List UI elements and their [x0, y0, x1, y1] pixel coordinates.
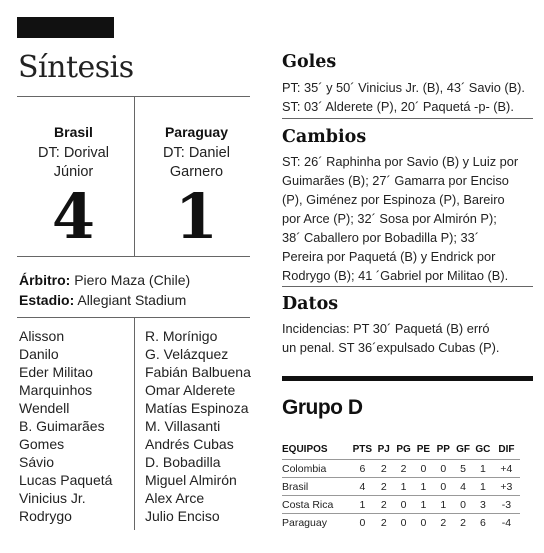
referee-label: Árbitro:: [19, 272, 71, 288]
section-separator-bar: [282, 376, 533, 381]
column-header: GF: [453, 444, 473, 460]
player: B. Guimarães: [19, 418, 105, 434]
table-cell: 1: [394, 478, 414, 496]
player: Julio Enciso: [145, 508, 220, 524]
home-coach-line1: DT: Dorival: [38, 145, 109, 161]
home-coach-line2: Júnior: [53, 164, 94, 180]
player: Sávio: [19, 454, 55, 470]
player: Alex Arce: [145, 490, 205, 506]
table-cell: -3: [493, 496, 520, 514]
player: M. Villasanti: [145, 418, 221, 434]
table-cell: -4: [493, 514, 520, 532]
table-cell: 5: [453, 460, 473, 478]
sintesis-title: Síntesis: [18, 50, 134, 85]
column-header: PTS: [351, 444, 374, 460]
stadium-value: Allegiant Stadium: [77, 292, 187, 308]
table-cell: 0: [351, 514, 374, 532]
player: G. Velázquez: [145, 346, 229, 362]
table-row: [282, 478, 520, 496]
lineup-divider: [134, 317, 135, 530]
grupo-title: Grupo D: [282, 396, 363, 419]
table-cell: 1: [473, 460, 493, 478]
away-score: 1: [174, 180, 219, 253]
table-cell: +4: [493, 460, 520, 478]
player: Rodrygo: [19, 508, 72, 524]
divider: [282, 286, 533, 287]
home-coach: [15, 144, 132, 182]
player: Andrés Cubas: [145, 436, 234, 452]
table-cell: +3: [493, 478, 520, 496]
text-line: por Arce (P); 32´ Sosa por Almirón P);: [282, 211, 497, 226]
referee-value: Piero Maza (Chile): [74, 272, 191, 288]
player: Eder Militao: [19, 364, 93, 380]
table-cell: 0: [394, 496, 414, 514]
table-cell: 0: [433, 460, 453, 478]
datos-title: Datos: [282, 294, 339, 314]
table-cell: 1: [351, 496, 374, 514]
column-header: GC: [473, 444, 493, 460]
player: Danilo: [19, 346, 59, 362]
table-cell: 0: [433, 478, 453, 496]
text-line: (P), Giménez por Espinoza (P), Bareiro: [282, 192, 505, 207]
home-team-block: [15, 124, 132, 182]
player: D. Bobadilla: [145, 454, 221, 470]
table-cell: 0: [414, 514, 434, 532]
home-lineup: [19, 327, 112, 525]
goles-title: Goles: [282, 52, 337, 72]
table-row: [282, 460, 520, 478]
team-cell: Brasil: [282, 478, 351, 496]
away-coach-line1: DT: Daniel: [163, 145, 230, 161]
text-line: PT: 35´ y 50´ Vinicius Jr. (B), 43´ Savio (B).: [282, 80, 525, 95]
table-cell: 2: [374, 496, 394, 514]
away-coach: [138, 144, 255, 182]
table-cell: 0: [453, 496, 473, 514]
text-line: ST: 26´ Raphinha por Savio (B) y Luiz por: [282, 154, 519, 169]
table-cell: 1: [414, 496, 434, 514]
table-row: [282, 514, 520, 532]
away-team-block: [138, 124, 255, 182]
stadium-label: Estadio:: [19, 292, 75, 308]
stadium-line: [19, 292, 186, 308]
player: R. Morínigo: [145, 328, 218, 344]
team-cell: Colombia: [282, 460, 351, 478]
home-score: 4: [51, 180, 96, 253]
player: Alisson: [19, 328, 65, 344]
text-line: Incidencias: PT 30´ Paquetá (B) erró: [282, 321, 490, 336]
player: Lucas Paquetá: [19, 472, 113, 488]
text-line: Rodrygo (B); 41 ´Gabriel por Militao (B).: [282, 268, 509, 283]
text-line: un penal. ST 36´expulsado Cubas (P).: [282, 340, 500, 355]
datos-text: [282, 319, 499, 357]
table-cell: 2: [433, 514, 453, 532]
column-header: PE: [414, 444, 434, 460]
table-cell: 2: [374, 478, 394, 496]
table-cell: 6: [473, 514, 493, 532]
table-cell: 4: [453, 478, 473, 496]
column-header: PG: [394, 444, 414, 460]
text-line: ST: 03´ Alderete (P), 20´ Paquetá -p- (B).: [282, 99, 514, 114]
team-cell: Costa Rica: [282, 496, 351, 514]
player: Marquinhos: [19, 382, 93, 398]
standings-table: [282, 444, 520, 532]
table-cell: 2: [374, 460, 394, 478]
table-cell: 3: [473, 496, 493, 514]
table-cell: 2: [453, 514, 473, 532]
player: Wendell: [19, 400, 70, 416]
text-line: 38´ Caballero por Bobadilla P); 33´: [282, 230, 480, 245]
table-cell: 1: [414, 478, 434, 496]
away-team-name: Paraguay: [164, 124, 229, 140]
table-cell: 4: [351, 478, 374, 496]
text-line: Pereira por Paquetá (B) y Endrick por: [282, 249, 496, 264]
player: Vinicius Jr.: [19, 490, 86, 506]
cambios-text: [282, 152, 518, 285]
cambios-title: Cambios: [282, 127, 367, 147]
player: Gomes: [19, 436, 65, 452]
goles-text: [282, 78, 525, 116]
away-coach-line2: Garnero: [169, 164, 224, 180]
column-header: DIF: [493, 444, 520, 460]
table-header-row: [282, 444, 520, 460]
column-header: PP: [433, 444, 453, 460]
table-cell: 0: [394, 514, 414, 532]
referee-line: [19, 272, 190, 288]
team-divider: [134, 96, 135, 256]
away-lineup: [145, 327, 251, 525]
player: Miguel Almirón: [145, 472, 237, 488]
team-cell: Paraguay: [282, 514, 351, 532]
table-cell: 1: [433, 496, 453, 514]
section-marker-bar: [17, 17, 114, 38]
table-cell: 0: [414, 460, 434, 478]
table-cell: 2: [374, 514, 394, 532]
divider: [17, 256, 250, 257]
text-line: Guimarães (B); 27´ Gamarra por Enciso: [282, 173, 509, 188]
home-team-name: Brasil: [54, 124, 93, 140]
table-cell: 6: [351, 460, 374, 478]
divider: [282, 118, 533, 119]
table-row: [282, 496, 520, 514]
column-header: PJ: [374, 444, 394, 460]
table-cell: 2: [394, 460, 414, 478]
player: Matías Espinoza: [145, 400, 249, 416]
player: Fabián Balbuena: [145, 364, 251, 380]
column-header: EQUIPOS: [282, 444, 351, 460]
table-cell: 1: [473, 478, 493, 496]
player: Omar Alderete: [145, 382, 236, 398]
